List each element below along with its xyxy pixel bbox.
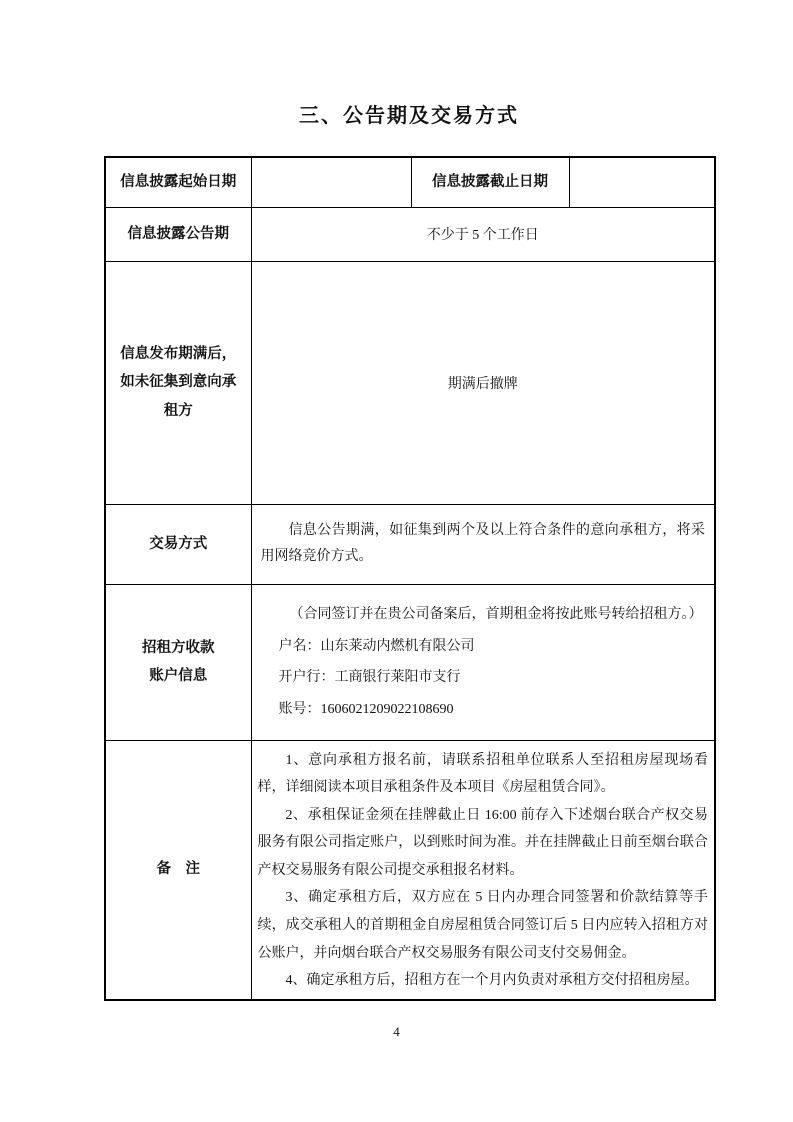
disclosure-end-date-value-cell [569,157,715,207]
disclosure-start-date-label: 信息披露起始日期 [105,157,251,207]
remarks-label: 备 注 [105,740,251,1000]
expiry-action-value: 期满后撤牌 [251,261,715,504]
row-expiry-action [105,261,715,504]
remarks-item-3: 3、确定承租方后，双方应在 5 日内办理合同签署和价款结算等手续，成交承租人的首期租金自房屋租赁合同签订后 5 日内应转入招租方对公账户，并向烟台联合产权交易服务有限公司支付交易佣金。 [257,890,708,961]
row-transaction-method [105,504,715,584]
remarks-item-4: 4、确定承租方后，招租方在一个月内负责对承租方交付招租房屋。 [285,973,699,989]
payee-account-name: 户名：山东莱动内燃机有限公司 [278,638,475,654]
remarks-cell [251,740,715,1000]
payee-account-number: 账号：1606021209022108690 [278,701,454,717]
transaction-method-label: 交易方式 [105,504,251,584]
payee-account-label-line2: 账户信息 [149,668,208,684]
row-disclosure-dates [105,157,715,207]
transaction-method-value: 信息公告期满，如征集到两个及以上符合条件的意向承租方，将采用网络竞价方式。 [260,522,705,564]
expiry-action-label: 信息发布期满后，如未征集到意向承租方 [105,261,251,504]
row-announcement-period [105,207,715,261]
payee-account-bank: 开户行：工商银行莱阳市支行 [278,670,461,685]
announcement-period-value: 不少于 5 个工作日 [251,207,715,261]
announcement-table [104,156,716,1001]
disclosure-end-date-label: 信息披露截止日期 [411,157,569,207]
payee-account-label-line1: 招租方收款 [142,639,215,656]
remarks-item-1: 1、意向承租方报名前，请联系招租单位联系人至招租房屋现场看样，详细阅读本项目承租条件及本项目《房屋租赁合同》。 [257,752,708,796]
remarks-item-2: 2、承租保证金须在挂牌截止日 16:00 前存入下述烟台联合产权交易服务有限公司指定账户，以到账时间为准。并在挂牌截止日前至烟台联合产权交易服务有限公司提交承租报名材料。 [257,807,708,878]
payee-account-label [105,584,251,740]
row-remarks [105,740,715,1000]
page-number: 4 [393,1024,400,1039]
announcement-period-label: 信息披露公告期 [105,207,251,261]
transaction-method-cell [251,504,715,584]
disclosure-start-date-value-cell [251,157,411,207]
payee-account-note: （合同签订并在贵公司备案后，首期租金将按此账号转给招租方。） [289,607,703,622]
section-title: 三、公告期及交易方式 [299,105,519,127]
payee-account-cell [251,584,715,740]
row-payee-account [105,584,715,740]
